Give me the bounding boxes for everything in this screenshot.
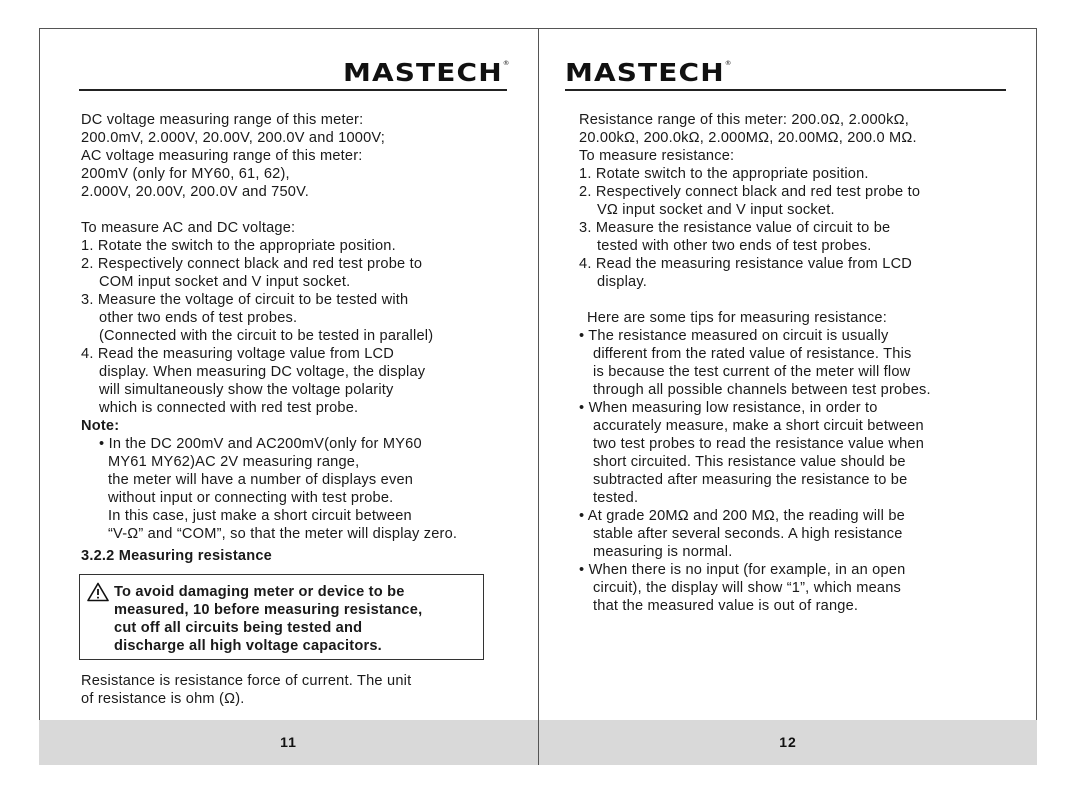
- list-item-continuation: COM input socket and V input socket.: [99, 274, 351, 290]
- tip-bullet: • The resistance measured on circuit is usually: [579, 328, 889, 344]
- page-11-content: [81, 111, 521, 708]
- tip-bullet: • At grade 20MΩ and 200 MΩ, the reading will be: [579, 508, 905, 524]
- warning-line: discharge all high voltage capacitors.: [114, 638, 382, 654]
- brand-logo: MASTECH®: [343, 58, 511, 87]
- text-line: Resistance is resistance force of current. The unit: [81, 673, 412, 689]
- tip-continuation: accurately measure, make a short circuit between: [593, 418, 924, 434]
- note-continuation: MY61 MY62)AC 2V measuring range,: [108, 454, 360, 470]
- tip-continuation: through all possible channels between test probes.: [593, 382, 931, 398]
- tip-continuation: different from the rated value of resistance. This: [593, 346, 912, 362]
- tip-continuation: subtracted after measuring the resistance to be: [593, 472, 908, 488]
- text-line: To measure resistance:: [579, 148, 735, 164]
- tip-continuation: measuring is normal.: [593, 544, 733, 560]
- note-continuation: the meter will have a number of displays even: [108, 472, 414, 488]
- text-line: AC voltage measuring range of this meter:: [81, 148, 363, 164]
- list-item: 4. Read the measuring voltage value from LCD: [81, 346, 394, 362]
- list-item-continuation: display.: [597, 274, 647, 290]
- page-number: 11: [280, 734, 297, 750]
- list-item-continuation: (Connected with the circuit to be tested in parallel): [99, 328, 434, 344]
- list-item-continuation: which is connected with red test probe.: [99, 400, 359, 416]
- brand-logo: MASTECH®: [565, 58, 733, 87]
- page-12-content: [579, 111, 999, 615]
- list-item: 1. Rotate the switch to the appropriate position.: [81, 238, 396, 254]
- resistance-range-intro: [579, 111, 999, 165]
- list-item: 2. Respectively connect black and red test probe to: [81, 256, 423, 272]
- tip-continuation: is because the test current of the meter will flow: [593, 364, 911, 380]
- tip-bullet: • When measuring low resistance, in order to: [579, 400, 878, 416]
- warning-line: measured, 10 before measuring resistance,: [114, 602, 423, 618]
- text-line: 200.0mV, 2.000V, 20.00V, 200.0V and 1000V;: [81, 130, 386, 146]
- text-line: DC voltage measuring range of this meter:: [81, 112, 364, 128]
- warning-line: To avoid damaging meter or device to be: [114, 584, 405, 600]
- note-continuation: In this case, just make a short circuit between: [108, 508, 412, 524]
- list-item-continuation: other two ends of test probes.: [99, 310, 298, 326]
- warning-line: cut off all circuits being tested and: [114, 620, 363, 636]
- list-item-continuation: will simultaneously show the voltage polarity: [99, 382, 394, 398]
- note-continuation: “V-Ω” and “COM”, so that the meter will display zero.: [108, 526, 458, 542]
- note-bullet: • In the DC 200mV and AC200mV(only for MY60: [99, 436, 422, 452]
- resistance-definition: [81, 672, 521, 708]
- section-title: 3.2.2 Measuring resistance: [81, 548, 272, 564]
- list-item: 1. Rotate switch to the appropriate position.: [579, 166, 869, 182]
- page-footer: [539, 720, 1037, 765]
- text-line: of resistance is ohm (Ω).: [81, 691, 245, 707]
- steps-heading: To measure AC and DC voltage:: [81, 220, 296, 236]
- page-11: [39, 28, 538, 765]
- resistance-steps-list: [579, 165, 999, 291]
- tip-continuation: circuit), the display will show “1”, which means: [593, 580, 902, 596]
- list-item-continuation: display. When measuring DC voltage, the display: [99, 364, 426, 380]
- page-number: 12: [779, 734, 797, 750]
- tip-continuation: stable after several seconds. A high resistance: [593, 526, 903, 542]
- tip-continuation: short circuited. This resistance value should be: [593, 454, 906, 470]
- tips-list: [579, 327, 999, 615]
- tip-continuation: tested.: [593, 490, 639, 506]
- text-line: 20.00kΩ, 200.0kΩ, 2.000MΩ, 20.00MΩ, 200.0 MΩ.: [579, 130, 917, 146]
- text-line: 200mV (only for MY60, 61, 62),: [81, 166, 290, 182]
- warning-box: [79, 574, 484, 660]
- page-12: [539, 28, 1037, 765]
- tip-continuation: that the measured value is out of range.: [593, 598, 859, 614]
- list-item-continuation: tested with other two ends of test probes.: [597, 238, 872, 254]
- header-rule: [565, 89, 1006, 91]
- header-rule: [79, 89, 507, 91]
- text-line: Resistance range of this meter: 200.0Ω, 2.000kΩ,: [579, 112, 909, 128]
- tips-heading: Here are some tips for measuring resistance:: [587, 310, 887, 326]
- note-continuation: without input or connecting with test probe.: [108, 490, 394, 506]
- text-line: 2.000V, 20.00V, 200.0V and 750V.: [81, 184, 309, 200]
- note-label: Note:: [81, 418, 120, 434]
- list-item: 4. Read the measuring resistance value from LCD: [579, 256, 913, 272]
- tip-continuation: two test probes to read the resistance value when: [593, 436, 925, 452]
- list-item: 3. Measure the resistance value of circuit to be: [579, 220, 891, 236]
- voltage-range-intro: [81, 111, 521, 201]
- page-footer: [39, 720, 538, 765]
- warning-icon: [87, 582, 109, 602]
- list-item: 2. Respectively connect black and red test probe to: [579, 184, 921, 200]
- list-item: 3. Measure the voltage of circuit to be tested with: [81, 292, 409, 308]
- voltage-steps-list: [81, 237, 521, 417]
- list-item-continuation: VΩ input socket and V input socket.: [597, 202, 835, 218]
- tip-bullet: • When there is no input (for example, in an open: [579, 562, 906, 578]
- note-block: [81, 435, 521, 543]
